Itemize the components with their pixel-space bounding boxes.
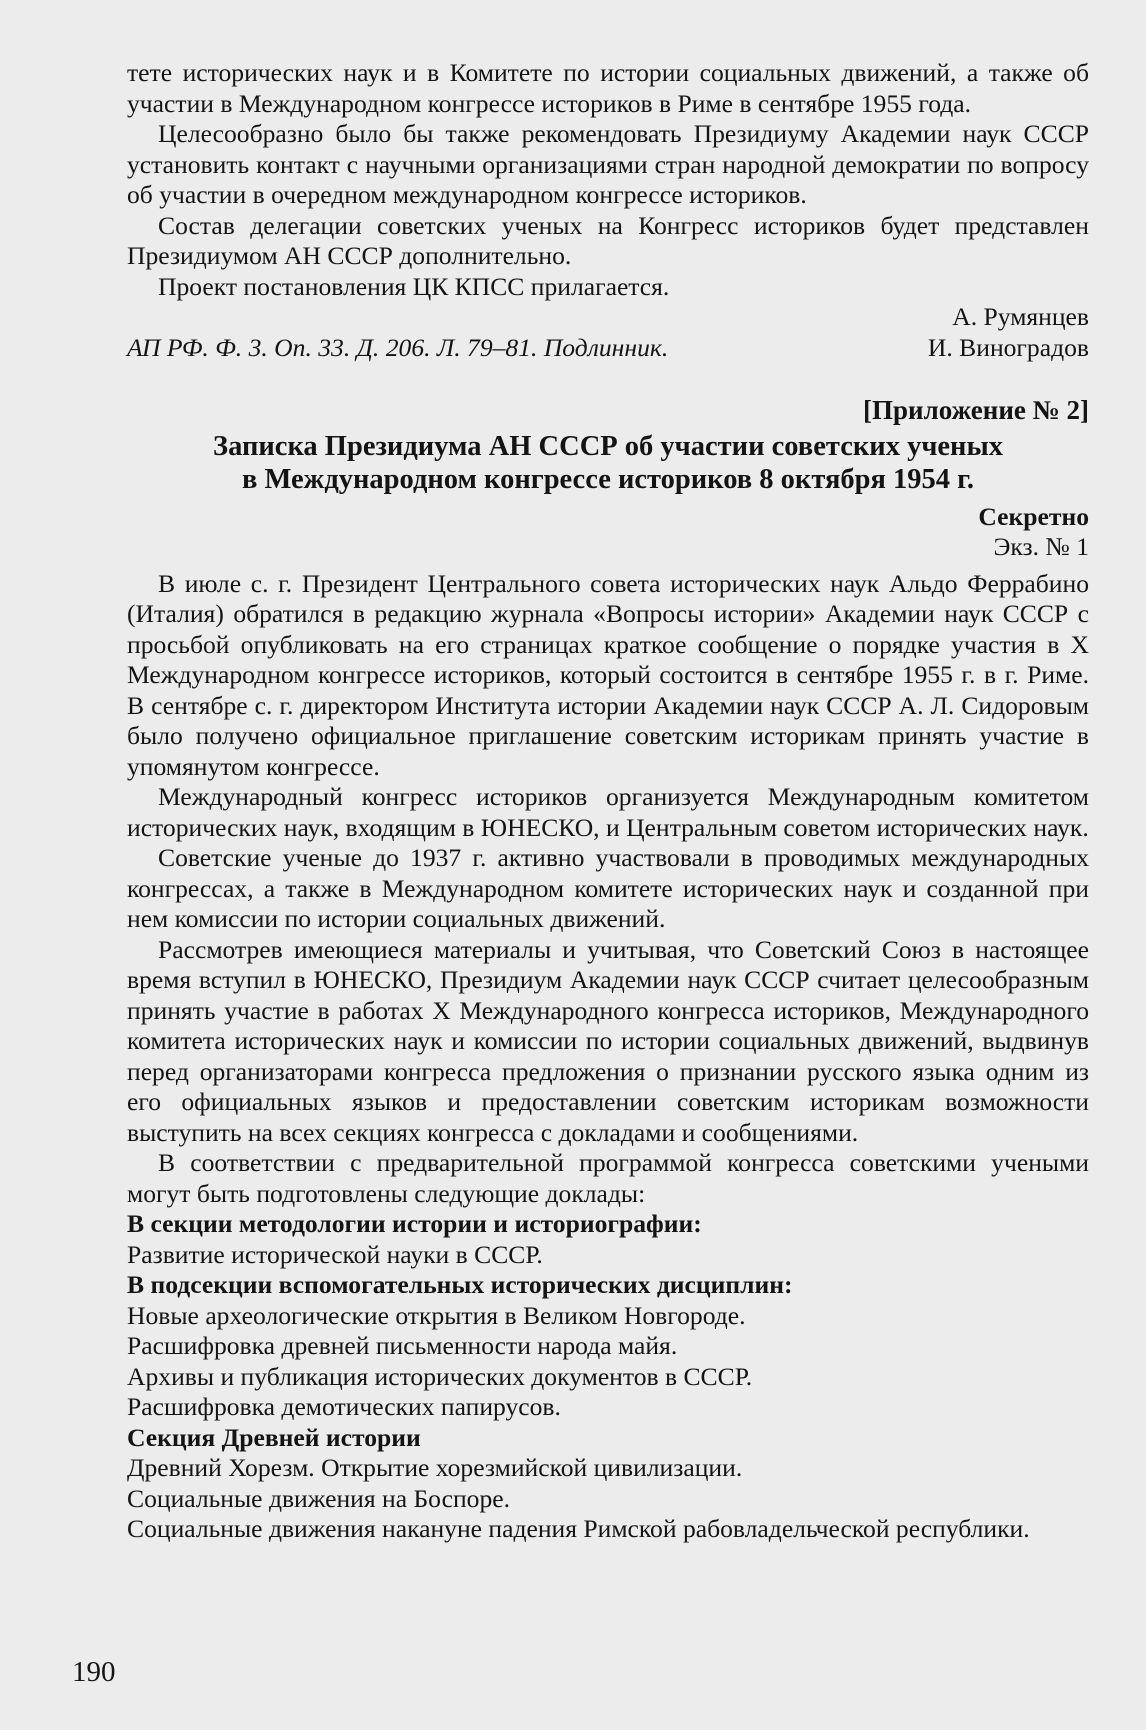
- intro-paragraph-2: Целесообразно было бы также рекомендовать Президиуму Академии наук СССР установить контакт с научными организациями стран народной демократии по вопросу об участии в очередном международном конгрессе историков.: [127, 119, 1089, 209]
- document-title-line-2: в Международном конгрессе историков 8 октября 1954 г.: [241, 463, 974, 495]
- body-paragraph-5: В соответствии с предварительной программой конгресса советскими учеными могут быть подготовлены следующие доклады:: [127, 1148, 1089, 1208]
- report-item: Развитие исторической науки в СССР.: [127, 1239, 543, 1269]
- appendix-label: [Приложение № 2]: [863, 395, 1089, 425]
- copy-number: Экз. № 1: [993, 532, 1089, 561]
- archive-source-reference: АП РФ. Ф. 3. Оп. 33. Д. 206. Л. 79–81. Подлинник.: [127, 332, 669, 362]
- section-auxiliary-disciplines: [127, 1270, 1089, 1423]
- intro-paragraph-3: Состав делегации советских ученых на Конгресс историков будет представлен Президиумом АН СССР дополнительно.: [127, 210, 1089, 270]
- report-item: Древний Хорезм. Открытие хорезмийской цивилизации.: [127, 1453, 743, 1482]
- page-number: 190: [72, 1656, 116, 1688]
- document-title-line-1: Записка Президиума АН СССР об участии советских ученых: [213, 430, 1003, 462]
- report-item: Расшифровка древней письменности народа майя.: [127, 1331, 678, 1360]
- signature-row: [127, 333, 1089, 364]
- section-heading: В секции методологии истории и историографии:: [127, 1209, 702, 1238]
- text-column: [127, 58, 1089, 1545]
- section-heading: Секция Древней истории: [127, 1422, 421, 1452]
- body-paragraph-4: Рассмотрев имеющиеся материалы и учитывая, что Советский Союз в настоящее время вступил в ЮНЕСКО, Президиум Академии наук СССР считает целесообразным принять участие в работах X Международного конгресса историков, Международного комитета исторических наук и комиссии по истории социальных движений, выдвинув перед организаторами конгресса предложения о признании русского языка одним из его официальных языков и предоставлении советским историкам возможности выступить на всех секциях конгресса с докладами и сообщениями.: [127, 934, 1089, 1147]
- section-ancient-history: [127, 1423, 1089, 1545]
- report-item: Социальные движения накануне падения Римской рабовладельческой республики.: [127, 1514, 1030, 1543]
- signature-second: И. Виноградов: [927, 332, 1089, 362]
- body-paragraph-1: В июле с. г. Президент Центрального совета исторических наук Альдо Феррабино (Италия) обратился в редакцию журнала «Вопросы истории» Академии наук СССР с просьбой опубликовать на его страницах краткое сообщение о порядке участия в X Международном конгрессе историков, который состоится в сентябре 1955 г. в г. Риме. В сентябре с. г. директором Института истории Академии наук СССР А. Л. Сидоровым было получено официальное приглашение советским историкам принять участие в упомянутом конгрессе.: [127, 568, 1089, 781]
- signature-first: А. Румянцев: [952, 302, 1089, 331]
- intro-paragraph-4: Проект постановления ЦК КПСС прилагается.: [158, 271, 670, 301]
- document-title: [127, 430, 1089, 496]
- section-heading: В подсекции вспомогательных исторических дисциплин:: [127, 1270, 793, 1299]
- report-item: Новые археологические открытия в Великом Новгороде.: [127, 1300, 746, 1330]
- body-paragraph-3: Советские ученые до 1937 г. активно участвовали в проводимых международных конгрессах, а также в Международном комитете исторических наук и созданной при нем комиссии по истории социальных движений.: [127, 843, 1089, 933]
- intro-paragraph-1: тете исторических наук и в Комитете по истории социальных движений, а также об участии в Международном конгрессе историков в Риме в сентябре 1955 года.: [127, 58, 1089, 118]
- classification-stamp: Секретно: [978, 501, 1089, 531]
- section-methodology: [127, 1209, 1089, 1270]
- report-item: Архивы и публикация исторических документов в СССР.: [127, 1361, 753, 1391]
- report-item: Социальные движения на Боспоре.: [127, 1483, 511, 1513]
- body-paragraph-2: Международный конгресс историков организуется Международным комитетом исторических наук, входящим в ЮНЕСКО, и Центральным советом исторических наук.: [127, 782, 1089, 842]
- report-item: Расшифровка демотических папирусов.: [127, 1392, 561, 1421]
